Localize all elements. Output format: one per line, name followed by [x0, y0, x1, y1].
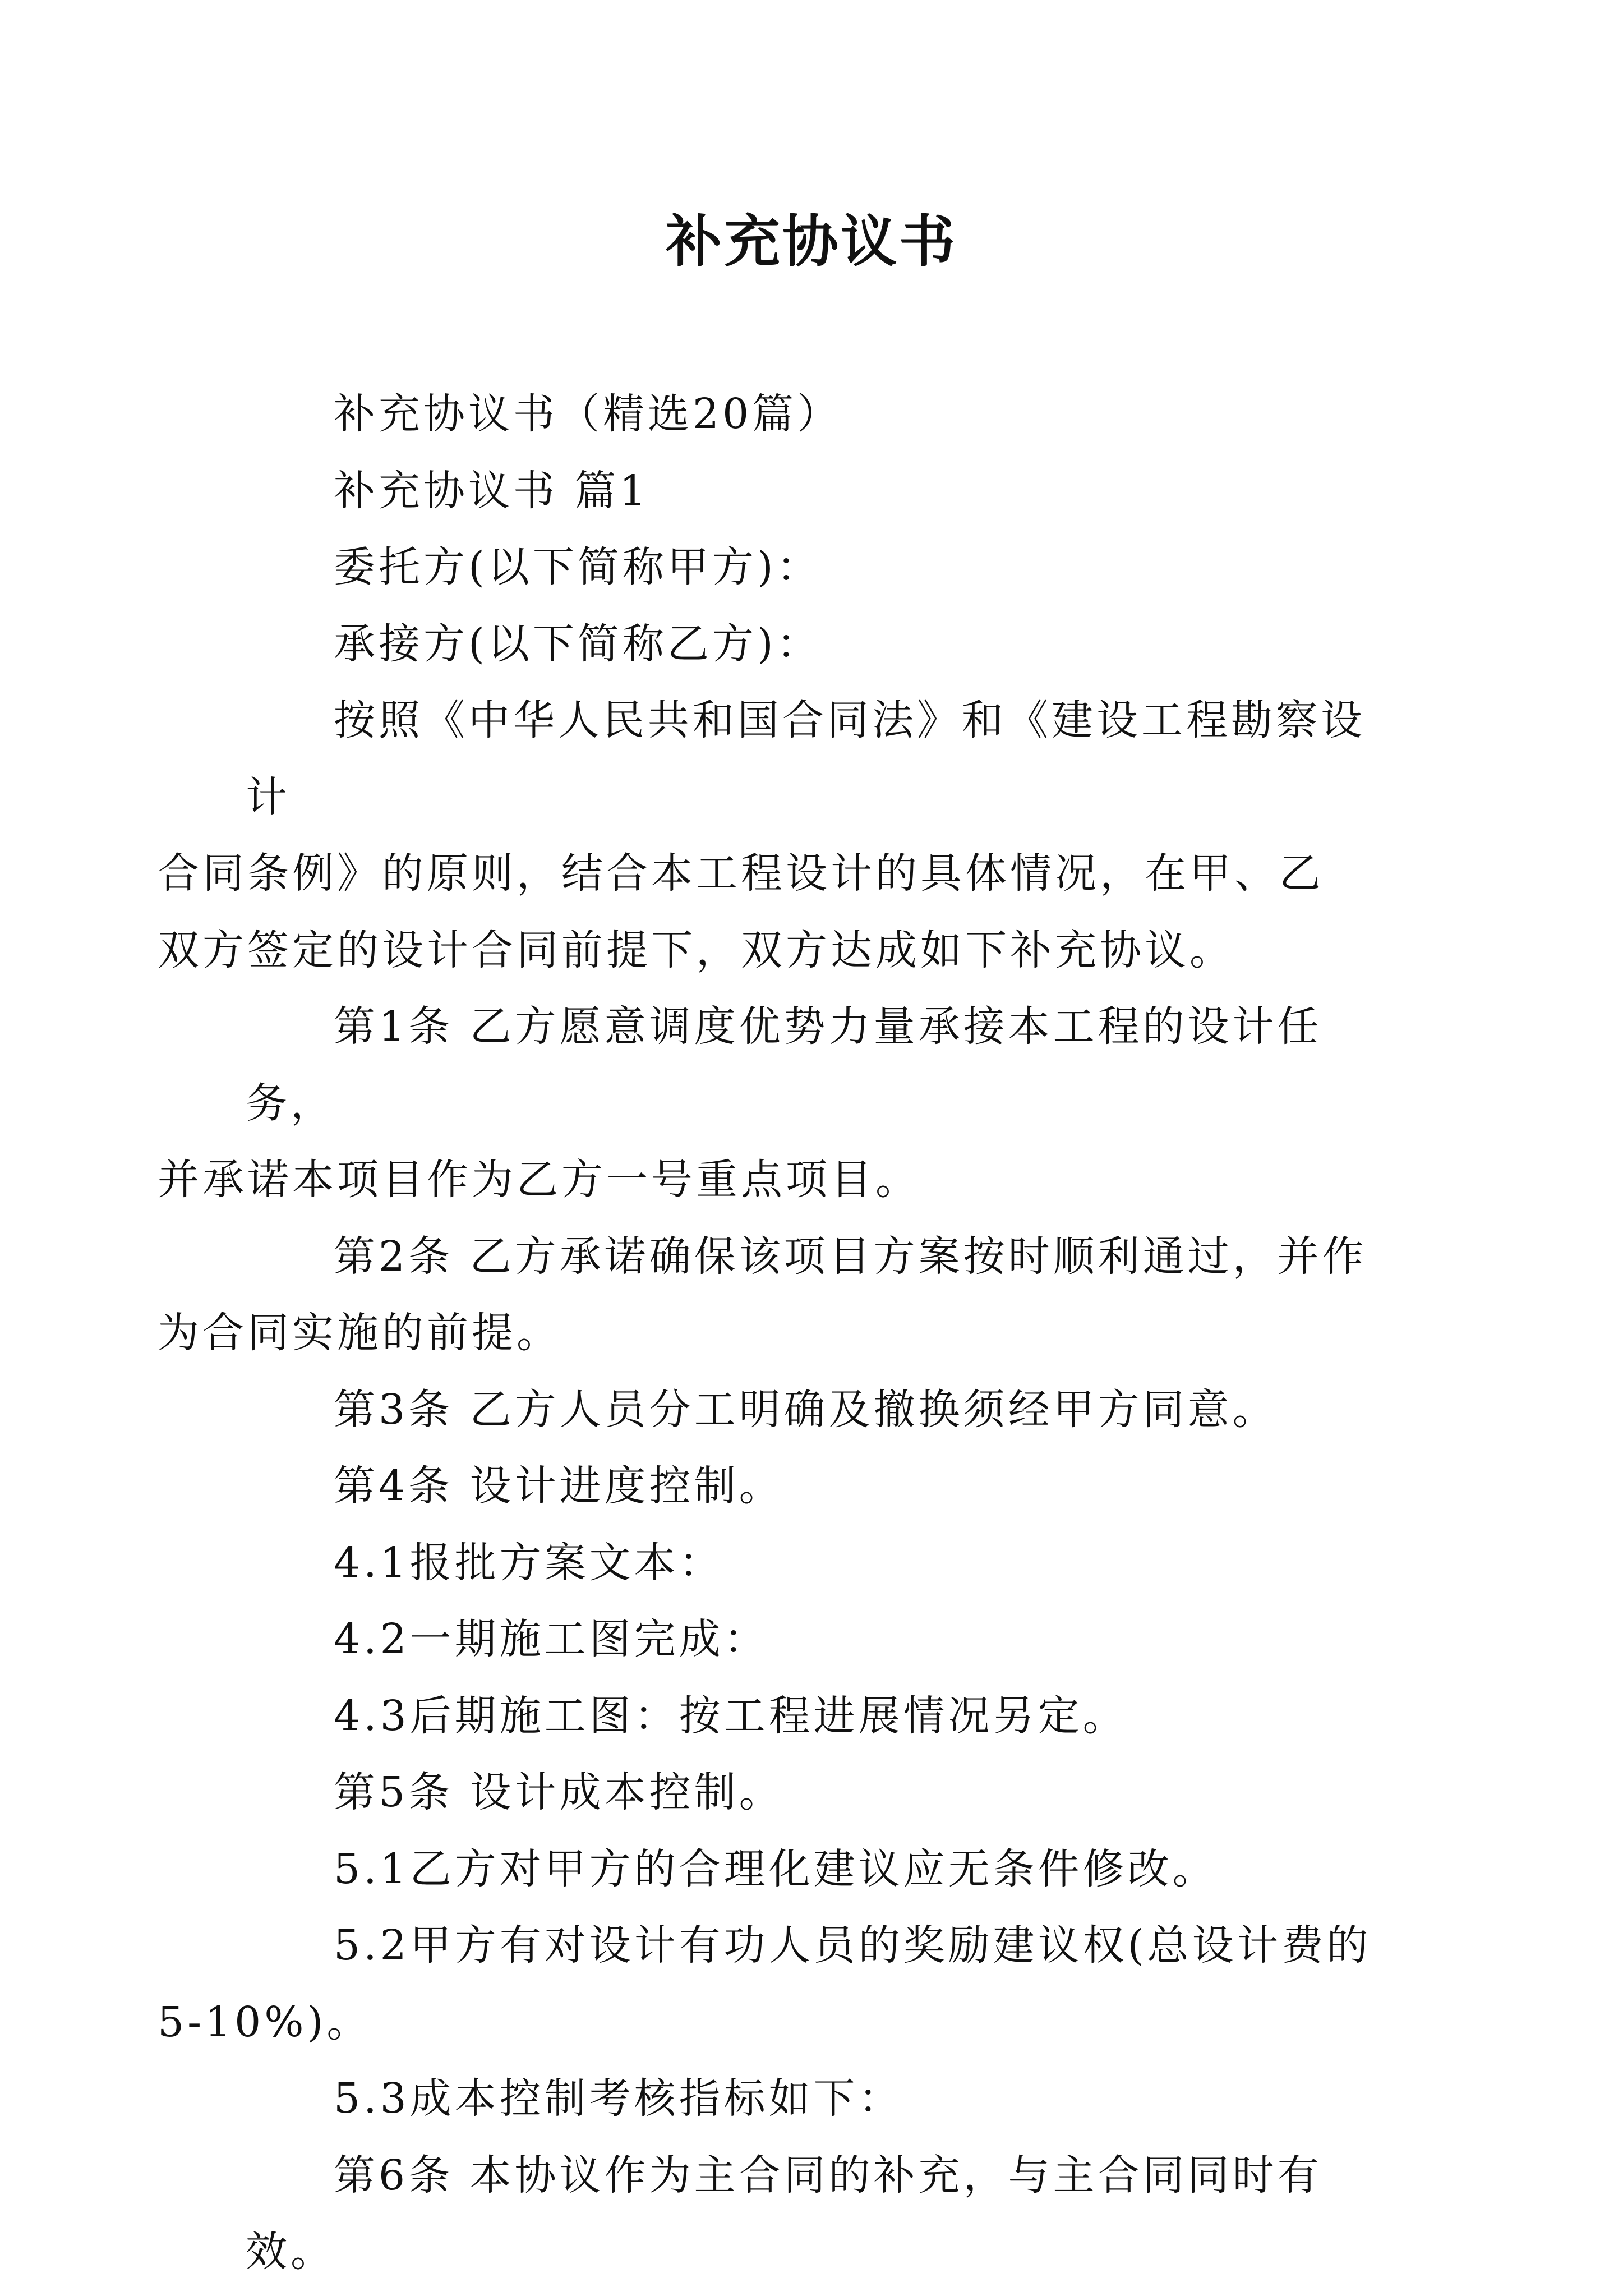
paragraph-item-5-1	[246, 1831, 1409, 1908]
paragraph-line: 第2条 乙方承诺确保该项目方案按时顺利通过，并作	[334, 1232, 1367, 1281]
paragraph-item-4-2	[246, 1601, 1409, 1678]
paragraph-article-5	[246, 1754, 1409, 1831]
document-body	[158, 376, 1409, 2290]
paragraph-item-4-1	[246, 1525, 1409, 1602]
paragraph-line: 合同条例》的原则，结合本工程设计的具体情况，在甲、乙	[158, 849, 1324, 898]
paragraph-line: 4.2一期施工图完成：	[334, 1615, 769, 1663]
paragraph-party-b	[246, 606, 1409, 683]
document-title: 补充协议书	[666, 208, 957, 274]
paragraph-section-title	[246, 453, 1409, 530]
paragraph-article-4	[246, 1448, 1409, 1525]
paragraph-article-3	[246, 1372, 1409, 1448]
paragraph-line: 第4条 设计进度控制。	[334, 1462, 784, 1510]
paragraph-line: 并承诺本项目作为乙方一号重点项目。	[158, 1156, 920, 1204]
paragraph-line: 按照《中华人民共和国合同法》和《建设工程勘察设计	[246, 696, 1366, 821]
paragraph-party-a	[246, 529, 1409, 606]
paragraph-article-6	[246, 2137, 1409, 2290]
paragraph-article-1	[158, 988, 1409, 1218]
paragraph-item-5-3	[246, 2060, 1409, 2137]
paragraph-line: 委托方(以下简称甲方)：	[334, 543, 822, 591]
paragraph-line: 4.1报批方案文本：	[334, 1538, 724, 1587]
paragraph-article-2	[158, 1218, 1409, 1372]
paragraph-line: 第1条 乙方愿意调度优势力量承接本工程的设计任务，	[246, 1002, 1322, 1128]
paragraph-line: 5.1乙方对甲方的合理化建议应无条件修改。	[334, 1844, 1218, 1893]
paragraph-line: 第6条 本协议作为主合同的补充，与主合同同时有效。	[246, 2151, 1322, 2276]
paragraph-line: 第5条 设计成本控制。	[334, 1768, 784, 1816]
paragraph-line: 第3条 乙方人员分工明确及撤换须经甲方同意。	[334, 1385, 1278, 1434]
paragraph-line: 5.3成本控制考核指标如下：	[334, 2074, 903, 2123]
paragraph-line: 为合同实施的前提。	[158, 1309, 561, 1357]
paragraph-heading	[246, 376, 1409, 453]
paragraph-preamble	[158, 682, 1409, 988]
paragraph-line: 5-10%)。	[158, 1998, 372, 2046]
paragraph-line: 补充协议书（精选20篇）	[334, 390, 842, 438]
paragraph-line: 承接方(以下简称乙方)：	[334, 619, 822, 668]
paragraph-item-5-2	[158, 1907, 1409, 2060]
paragraph-item-4-3	[246, 1678, 1409, 1755]
paragraph-line: 补充协议书 篇1	[334, 466, 649, 515]
paragraph-line: 双方签定的设计合同前提下，双方达成如下补充协议。	[158, 926, 1234, 974]
paragraph-line: 4.3后期施工图：按工程进展情况另定。	[334, 1691, 1128, 1740]
paragraph-line: 5.2甲方有对设计有功人员的奖励建议权(总设计费的	[334, 1921, 1372, 1970]
